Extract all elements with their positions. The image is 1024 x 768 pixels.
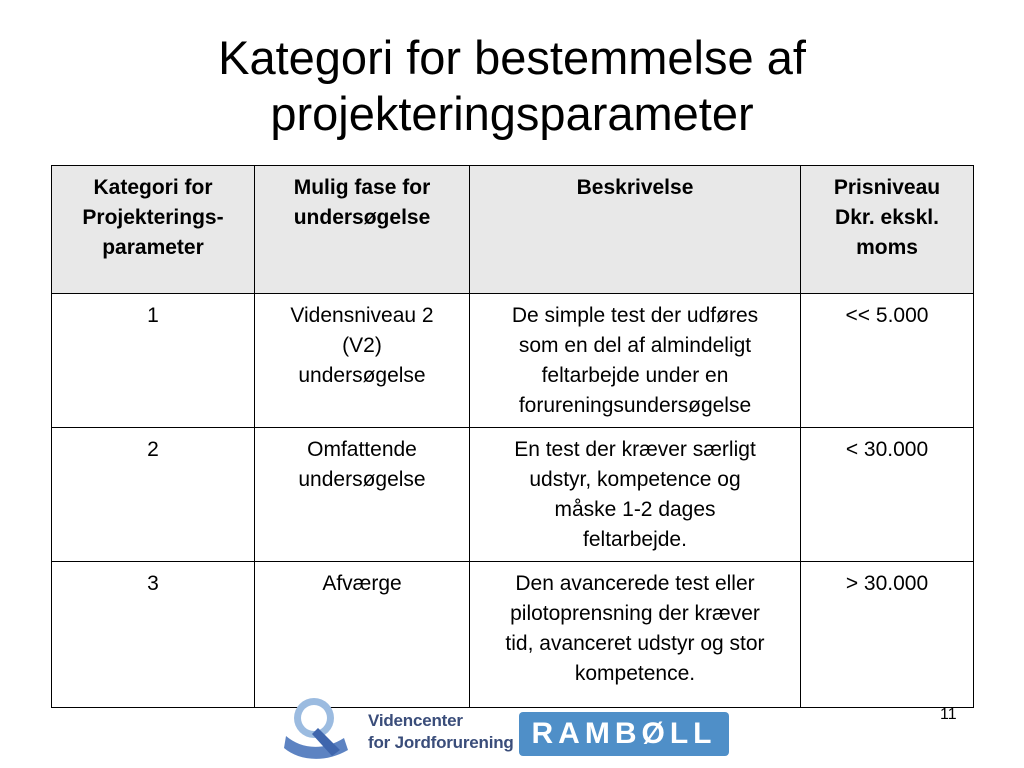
header-phase bbox=[255, 166, 470, 294]
ramboll-logo: RAMBØLL bbox=[519, 712, 729, 756]
cell-phase bbox=[255, 428, 470, 562]
cell-line: undersøgelse bbox=[298, 468, 426, 491]
slide-title bbox=[0, 30, 1024, 142]
header-line: Beskrivelse bbox=[576, 176, 694, 199]
cell-line: Afværge bbox=[322, 572, 402, 595]
cell-phase bbox=[255, 294, 470, 428]
header-line: Mulig fase for bbox=[293, 176, 431, 199]
header-category bbox=[52, 166, 255, 294]
cell-line: feltarbejde. bbox=[583, 528, 687, 551]
cell-line: En test der kræver særligt bbox=[514, 438, 756, 461]
table-row bbox=[52, 294, 974, 428]
table-row bbox=[52, 428, 974, 562]
cell-line: udstyr, kompetence og bbox=[529, 468, 741, 491]
cell-description bbox=[470, 294, 801, 428]
cell-line: måske 1-2 dages bbox=[554, 498, 716, 521]
cell-line: tid, avanceret udstyr og stor bbox=[505, 632, 765, 655]
videncenter-line-2: for Jordforurening bbox=[368, 733, 514, 752]
cell-line: feltarbejde under en bbox=[541, 364, 729, 387]
header-line: undersøgelse bbox=[293, 206, 431, 229]
header-description bbox=[470, 166, 801, 294]
cell-price: > 30.000 bbox=[801, 562, 974, 708]
cell-category: 1 bbox=[52, 294, 255, 428]
page-number: 11 bbox=[940, 706, 957, 723]
header-line: Dkr. ekskl. bbox=[835, 206, 939, 229]
cell-line: undersøgelse bbox=[298, 364, 426, 387]
cell-line: kompetence. bbox=[574, 662, 696, 685]
header-line: moms bbox=[856, 236, 918, 259]
videncenter-line-1: Videncenter bbox=[368, 711, 463, 730]
category-table bbox=[51, 165, 974, 708]
header-price bbox=[801, 166, 974, 294]
footer-logos bbox=[282, 692, 742, 764]
table-row bbox=[52, 562, 974, 708]
header-line: parameter bbox=[102, 236, 204, 259]
cell-line: som en del af almindeligt bbox=[518, 334, 752, 357]
cell-line: forureningsundersøgelse bbox=[518, 394, 752, 417]
cell-line: Vidensniveau 2 bbox=[290, 304, 434, 327]
slide-title-line-2: projekteringsparameter bbox=[270, 87, 754, 140]
cell-description bbox=[470, 562, 801, 708]
cell-line: Omfattende bbox=[307, 438, 417, 461]
table-header-row bbox=[52, 166, 974, 294]
cell-price: << 5.000 bbox=[801, 294, 974, 428]
cell-category: 2 bbox=[52, 428, 255, 562]
cell-line: (V2) bbox=[342, 334, 382, 357]
cell-phase bbox=[255, 562, 470, 708]
cell-line: De simple test der udføres bbox=[511, 304, 759, 327]
header-line: Projekterings- bbox=[82, 206, 224, 229]
header-line: Kategori for bbox=[93, 176, 213, 199]
slide-title-line-1: Kategori for bestemmelse af bbox=[218, 31, 806, 84]
cell-category: 3 bbox=[52, 562, 255, 708]
cell-price: < 30.000 bbox=[801, 428, 974, 562]
videncenter-logo-text bbox=[368, 710, 514, 754]
videncenter-logo-icon bbox=[282, 692, 352, 762]
cell-line: Den avancerede test eller bbox=[515, 572, 755, 595]
cell-description bbox=[470, 428, 801, 562]
header-line: Prisniveau bbox=[833, 176, 941, 199]
cell-line: pilotoprensning der kræver bbox=[510, 602, 760, 625]
